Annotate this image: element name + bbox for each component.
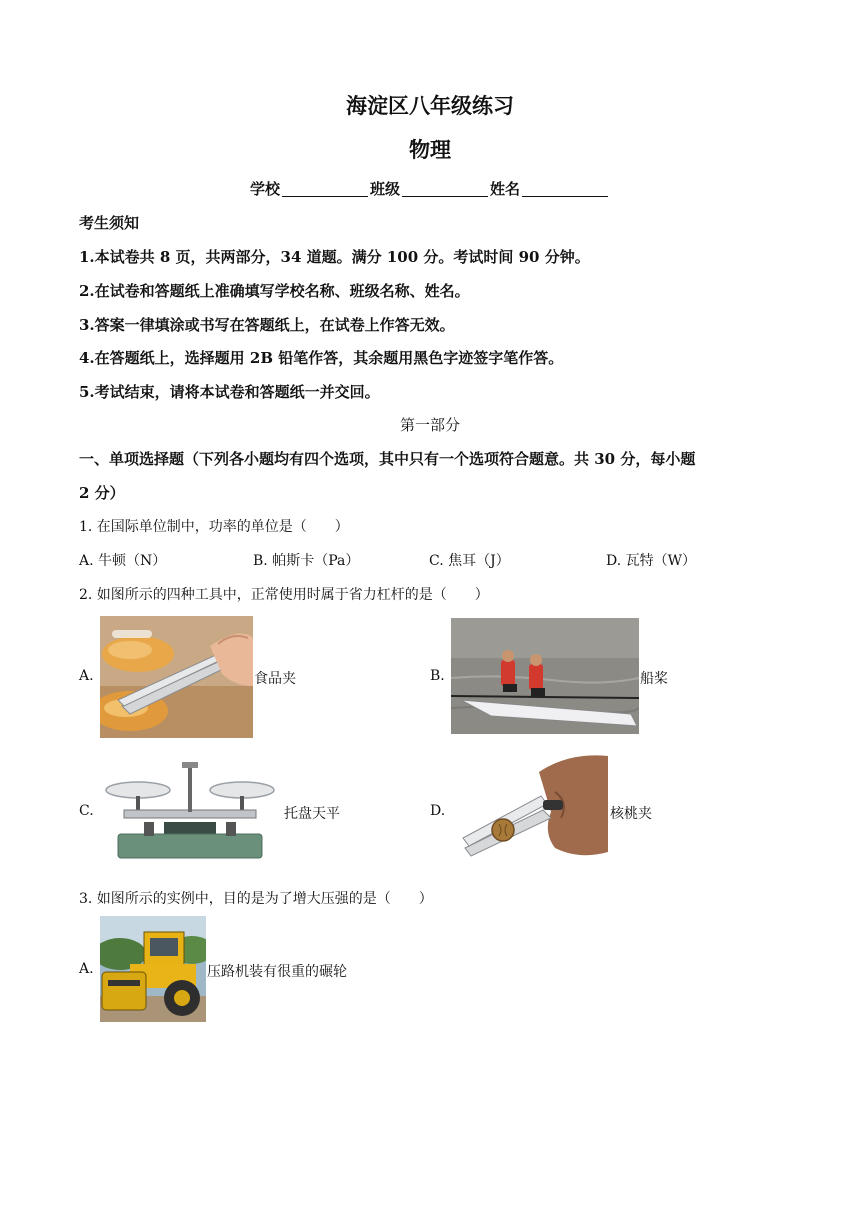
option-d-caption: 核桃夹 xyxy=(610,806,652,822)
part-heading: 第一部分 xyxy=(399,416,460,434)
option-b: B. 帕斯卡（Pa） xyxy=(253,553,360,569)
notice-item: 3.答案一律填涂或书写在答题纸上，在试卷上作答无效。 xyxy=(79,316,455,334)
name-blank xyxy=(522,180,608,197)
question-stem: 1. 在国际单位制中，功率的单位是（ ） xyxy=(79,519,349,535)
option-c: C. 焦耳（J） xyxy=(429,553,510,569)
question-stem: 3. 如图所示的实例中，目的是为了增大压强的是（ ） xyxy=(79,891,433,907)
notice-item: 4.在答题纸上，选择题用 2B 铅笔作答，其余题用黑色字迹签字笔作答。 xyxy=(79,349,564,367)
student-info-line xyxy=(0,178,860,199)
page-title: 海淀区八年级练习 xyxy=(346,93,514,118)
nutcracker-photo xyxy=(459,752,608,863)
notice-heading: 考生须知 xyxy=(79,214,140,232)
option-a-caption: 压路机装有很重的碾轮 xyxy=(207,964,347,980)
option-b-letter: B. xyxy=(430,668,445,684)
section-heading-line1: 一、单项选择题（下列各小题均有四个选项，其中只有一个选项符合题意。共 30 分，每小题 xyxy=(79,450,696,468)
road-roller-photo xyxy=(100,916,206,1022)
notice-item: 2.在试卷和答题纸上准确填写学校名称、班级名称、姓名。 xyxy=(79,282,470,300)
tray-balance-photo xyxy=(104,760,276,863)
school-label: 学校 xyxy=(249,180,280,198)
class-label: 班级 xyxy=(369,180,400,198)
notice-item: 1.本试卷共 8 页，共两部分，34 道题。满分 100 分。考试时间 90 分钟。 xyxy=(79,248,590,266)
option-a-letter: A. xyxy=(79,668,94,684)
option-d-letter: D. xyxy=(430,803,446,819)
option-a-caption: 食品夹 xyxy=(254,671,296,687)
food-tongs-photo xyxy=(100,616,253,738)
option-a: A. 牛顿（N） xyxy=(79,553,167,569)
option-c-caption: 托盘天平 xyxy=(284,806,340,822)
rowing-oars-photo xyxy=(451,618,639,734)
section-heading-line2: 2 分） xyxy=(79,484,125,502)
subject-title: 物理 xyxy=(409,137,451,162)
notice-item: 5.考试结束，请将本试卷和答题纸一并交回。 xyxy=(79,383,380,401)
option-c-letter: C. xyxy=(79,803,94,819)
school-blank xyxy=(282,180,368,197)
option-d: D. 瓦特（W） xyxy=(606,553,697,569)
option-b-caption: 船桨 xyxy=(640,671,668,687)
class-blank xyxy=(402,180,488,197)
question-stem: 2. 如图所示的四种工具中，正常使用时属于省力杠杆的是（ ） xyxy=(79,587,489,603)
option-a-letter: A. xyxy=(79,961,94,977)
name-label: 姓名 xyxy=(490,180,521,198)
